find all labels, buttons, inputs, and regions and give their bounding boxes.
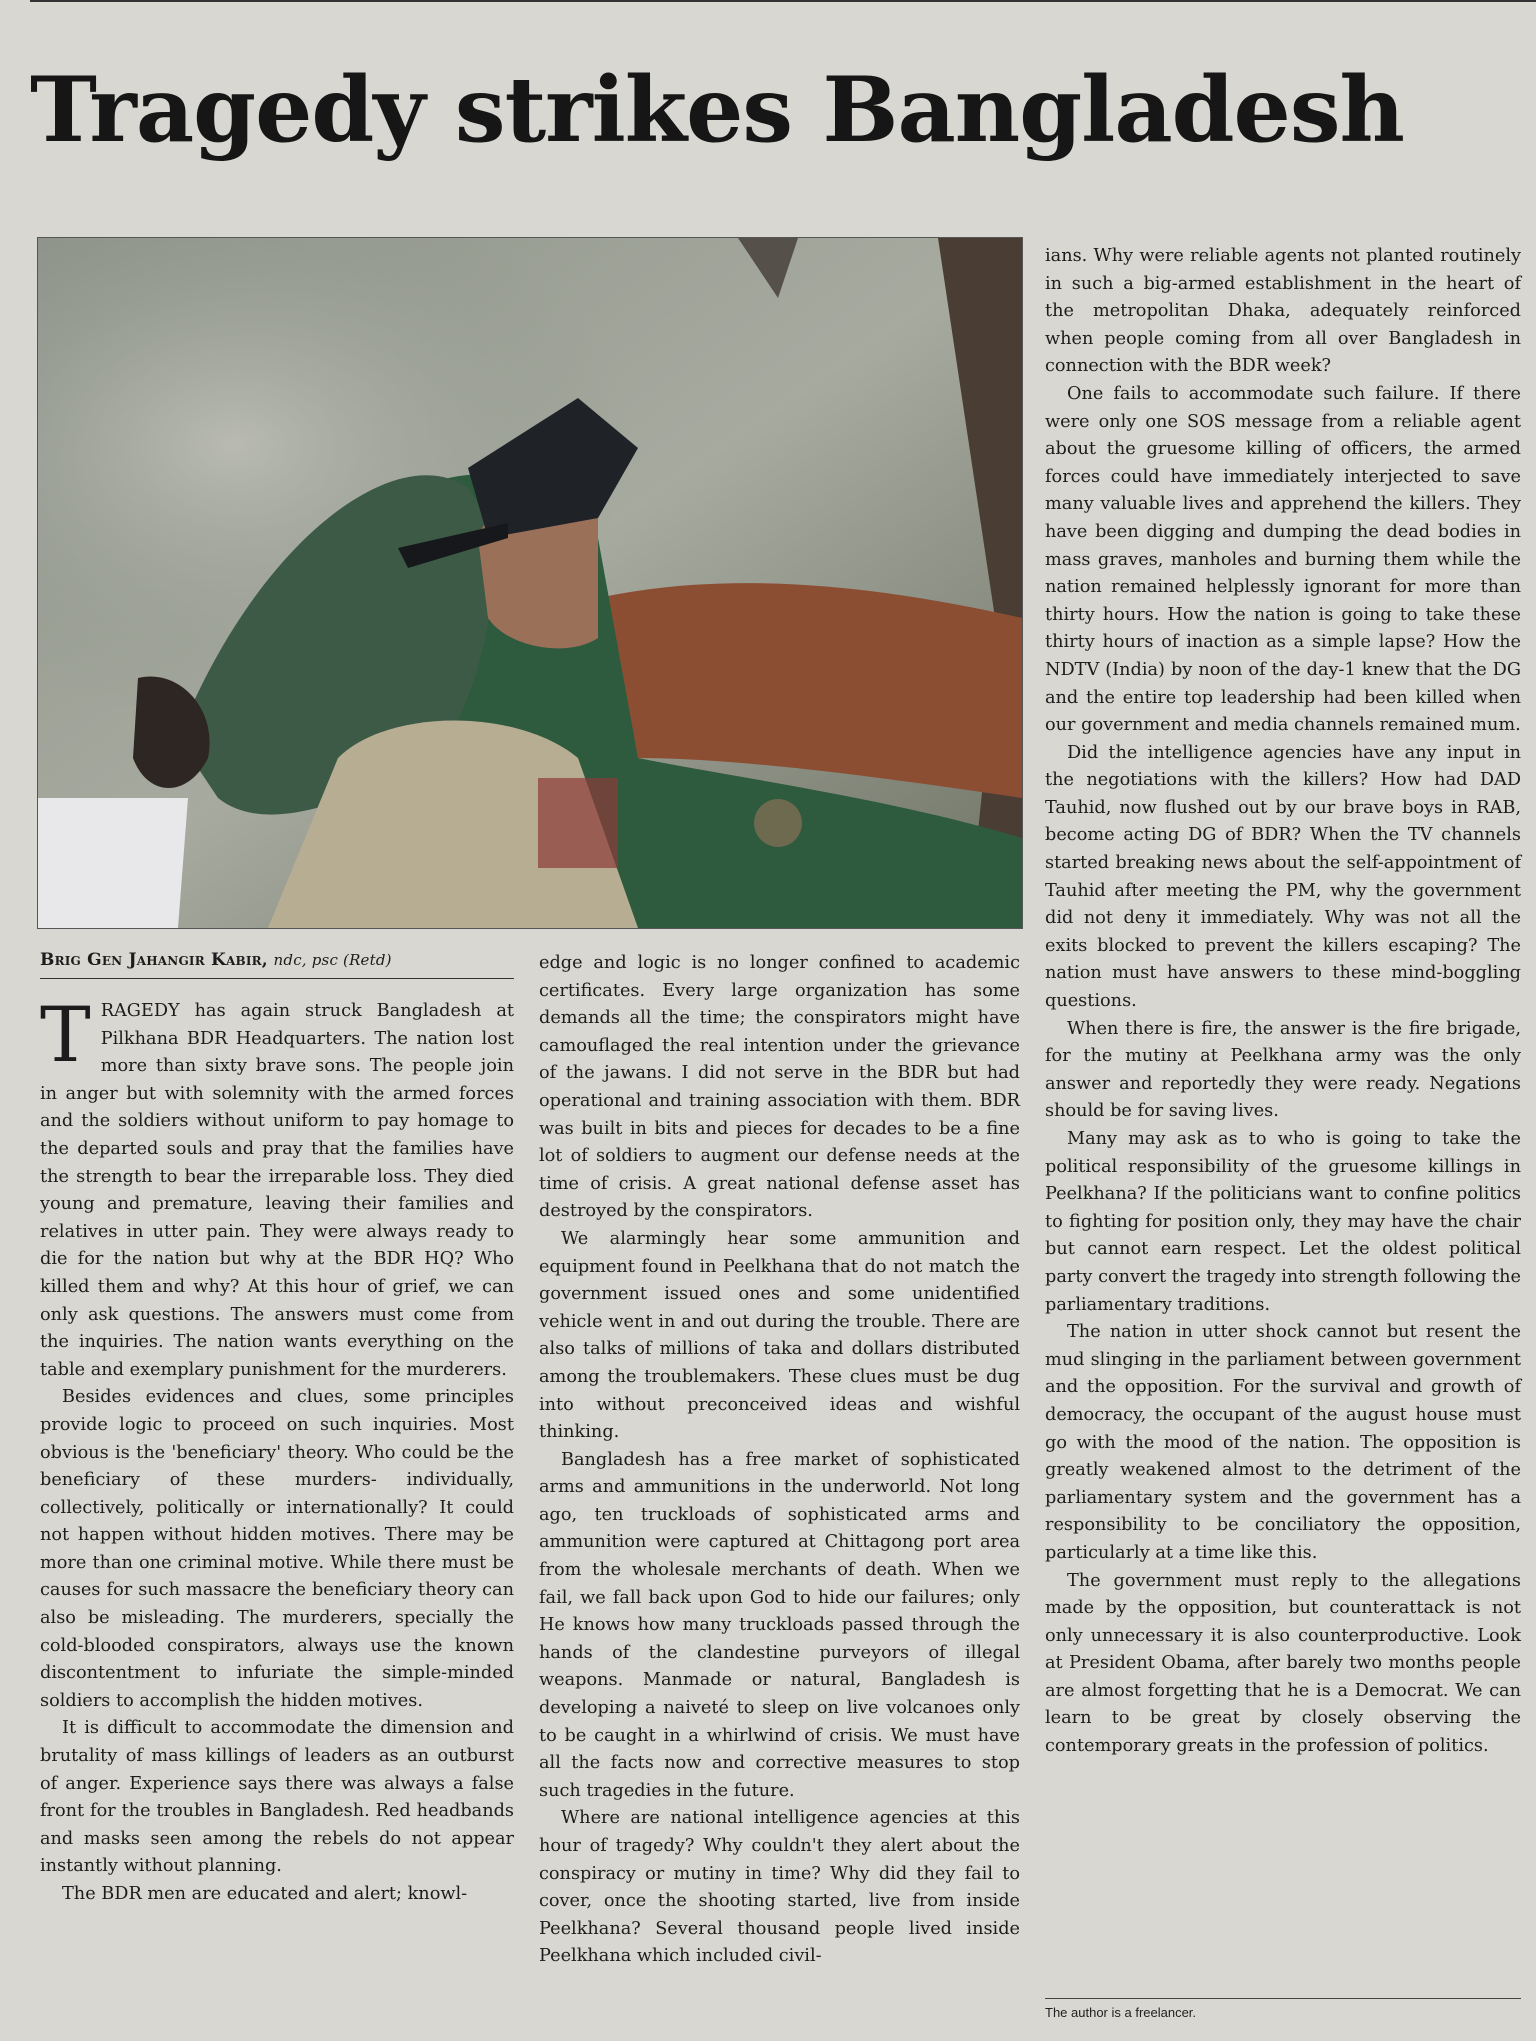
column-1 (40, 990, 514, 1909)
paragraph-3: It is difficult to accommodate the dimension and brutality of mass killings of leaders as an outburst of anger. Experience says there was always a false front for the troubles in Bangladesh. Red headbands and masks seen among the rebels do not appear instantly without planning. (40, 1718, 514, 1877)
column-2 (539, 950, 1020, 1971)
paragraph-11: Many may ask as to who is going to take the political responsibility of the gruesome killings in Peelkhana? If the politicians want to confine politics to fighting for position only, they may have the chair but cannot earn respect. Let the oldest political party convert the tragedy into strength following the parliamentary traditions. (1045, 1129, 1521, 1315)
paragraph-4-continued: edge and logic is no longer confined to academic certificates. Every large organization has some demands all the time; the conspirators might have camouflaged the real intention under the grievance of the jawans. I did not serve in the BDR but had operational and training association with them. BDR was built in bits and pieces for decades to be a fine lot of soldiers to augment our defense needs at the time of crisis. A great national defense asset has destroyed by the conspirators. (539, 953, 1020, 1222)
author-name: Brig Gen Jahangir Kabir, (40, 950, 268, 970)
article-photo (37, 237, 1023, 929)
paragraph-4-start: The BDR men are educated and alert; knowl- (62, 1884, 468, 1904)
soldier-saluting-flag-illustration (38, 238, 1022, 928)
paragraph-1: TRAGEDY has again struck Bangladesh at Pilkhana BDR Headquarters. The nation lost more than sixty brave sons. The people join in anger but with solemnity with the armed forces and the soldiers without uniform to pay homage to the departed souls and pray that the families have the strength to bear the irreparable loss. They died young and premature, leaving their families and relatives in utter pain. They were always ready to die for the nation but why at the BDR HQ? Who killed them and why? At this hour of grief, we can only ask questions. The answers must come from the inquiries. The nation wants everything on the table and exemplary punishment for the murderers. (40, 990, 514, 1380)
paragraph-12: The nation in utter shock cannot but resent the mud slinging in the parliament between government and the opposition. For the survival and growth of democracy, the occupant of the august house must go with the mood of the nation. The opposition is greatly weakened almost to the detriment of the parliamentary system and the government has a responsibility to be conciliatory the opposition, particularly at a time like this. (1045, 1322, 1521, 1563)
dropcap: T (40, 990, 91, 1079)
paragraph-7-continued: ians. Why were reliable agents not planted routinely in such a big-armed establishment in the heart of the metropolitan Dhaka, adequately reinforced when people coming from all over Bangladesh in connection with the BDR week? (1045, 246, 1521, 377)
headline: Tragedy strikes Bangladesh (30, 57, 1404, 163)
paragraph-8: One fails to accommodate such failure. If there were only one SOS message from a reliable agent about the gruesome killing of officers, the armed forces could have immediately interjected to save many valuable lives and apprehend the killers. They have been digging and dumping the dead bodies in mass graves, manholes and burning them while the nation remained helplessly ignorant for more than thirty hours. How the nation is going to take these thirty hours of inaction as a simple lapse? How the NDTV (India) by noon of the day-1 knew that the DG and the entire top leadership had been killed when our government and media channels remained mum. (1045, 383, 1521, 736)
author-note: The author is a freelancer. (1045, 2005, 1197, 2020)
paragraph-2: Besides evidences and clues, some principles provide logic to proceed on such inquiries. Most obvious is the 'beneficiary' theory. Who could be the beneficiary of these murders- individually, collectively, politically or internationally? It could not happen without hidden motives. There may be more than one criminal motive. While there must be causes for such massacre the beneficiary theory can also be misleading. The murderers, specially the cold-blooded conspirators, always use the known discontentment to infuriate the simple-minded soldiers to accomplish the hidden motives. (40, 1387, 514, 1711)
top-rule (30, 0, 1536, 2)
paragraph-13: The government must reply to the allegations made by the opposition, but counterattack is not only unnecessary it is also counterproductive. Look at President Obama, after barely two months people are almost forgetting that he is a Democrat. We can learn to be great by closely observing the contemporary greats in the profession of politics. (1045, 1570, 1521, 1757)
author-credentials: ndc, psc (Retd) (273, 951, 392, 969)
byline-block (40, 950, 514, 979)
byline (40, 950, 514, 979)
paragraph-5: We alarmingly hear some ammunition and equipment found in Peelkhana that do not match the government issued ones and some unidentified vehicle went in and out during the trouble. There are also talks of millions of taka and dollars distributed among the troublemakers. These clues must be dug into without preconceived ideas and wishful thinking. (539, 1228, 1020, 1443)
paragraph-9: Did the intelligence agencies have any input in the negotiations with the killers? How had DAD Tauhid, now flushed out by our brave boys in RAB, become acting DG of BDR? When the TV channels started breaking news about the self-appointment of Tauhid after meeting the PM, why the government did not deny it immediately. Why was not all the exits blocked to prevent the killers escaping? The nation must have answers to these mind-boggling questions. (1045, 742, 1521, 1012)
footer-rule (1045, 1998, 1521, 1999)
paragraph-7-start: Where are national intelligence agencies at this hour of tragedy? Why couldn't they alert about the conspiracy or mutiny in time? Why did they fail to cover, once the shooting started, live from inside Peelkhana? Several thousand people lived inside Peelkhana which included civil- (539, 1808, 1020, 1967)
paragraph-10: When there is fire, the answer is the fire brigade, for the mutiny at Peelkhana army was the only answer and reportedly they were ready. Negations should be for saving lives. (1045, 1018, 1521, 1122)
paragraph-6: Bangladesh has a free market of sophisticated arms and ammunitions in the underworld. Not long ago, ten truckloads of sophisticated arms and ammunition were captured at Chittagong port area from the wholesale merchants of death. When we fail, we fall back upon God to hide our failures; only He knows how many truckloads passed through the hands of the clandestine purveyors of illegal weapons. Manmade or natural, Bangladesh is developing a naiveté to sleep on live volcanoes only to be caught in a whirlwind of crisis. We must have all the facts now and corrective measures to stop such tragedies in the future. (539, 1449, 1020, 1801)
column-3 (1045, 243, 1521, 1761)
